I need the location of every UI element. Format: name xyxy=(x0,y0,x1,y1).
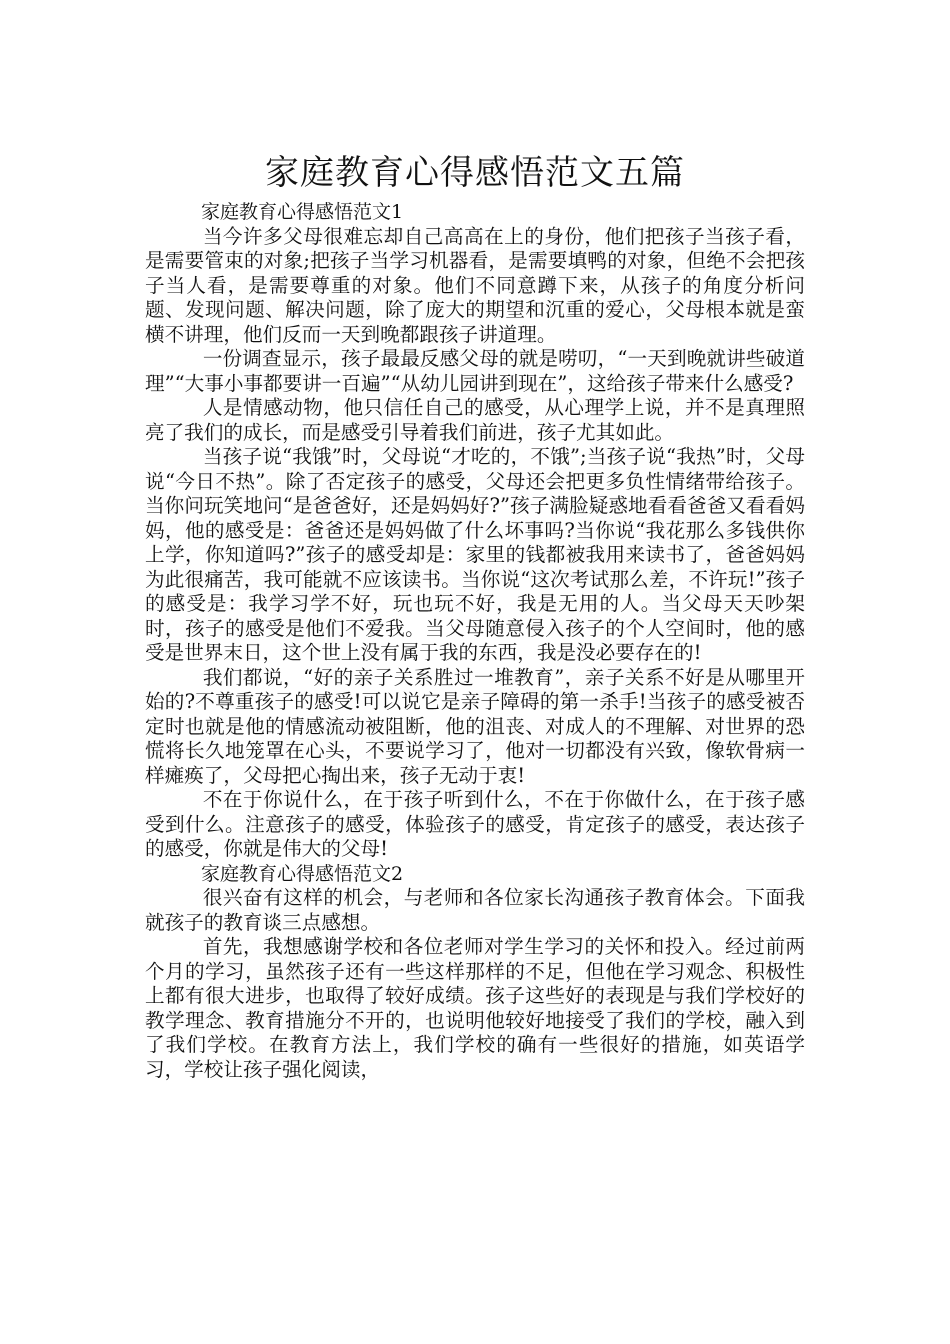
paragraph: 我们都说，“好的亲子关系胜过一堆教育”，亲子关系不好是从哪里开始的?不尊重孩子的感受!可以说它是亲子障碍的第一杀手!当孩子的感受被否定时也就是他的情感流动被阻断，他的沮丧、对成人的不理解、对世界的恐慌将长久地笼罩在心头，不要说学习了，他对一切都没有兴致，像软骨病一样瘫痪了，父母把心掏出来，孩子无动于衷! xyxy=(145,665,805,787)
section-heading-1: 家庭教育心得感悟范文1 xyxy=(201,201,404,223)
paragraph: 当孩子说“我饿”时，父母说“才吃的，不饿”;当孩子说“我热”时，父母说“今日不热”。除了否定孩子的感受，父母还会把更多负性情绪带给孩子。当你问玩笑地问“是爸爸好，还是妈妈好?”孩子满脸疑惑地看看爸爸又看看妈妈，他的感受是：爸爸还是妈妈做了什么坏事吗?当你说“我花那么多钱供你上学，你知道吗?”孩子的感受却是：家里的钱都被我用来读书了，爸爸妈妈为此很痛苦，我可能就不应该读书。当你说“这次考试那么差，不许玩!”孩子的感受是：我学习学不好，玩也玩不好，我是无用的人。当父母天天吵架时，孩子的感受是他们不爱我。当父母随意侵入孩子的个人空间时，他的感受是世界末日，这个世上没有属于我的东西，我是没必要存在的! xyxy=(145,445,805,664)
paragraph: 人是情感动物，他只信任自己的感受，从心理学上说，并不是真理照亮了我们的成长，而是感受引导着我们前进，孩子尤其如此。 xyxy=(145,396,805,444)
section-heading-2: 家庭教育心得感悟范文2 xyxy=(201,862,404,885)
paragraph: 一份调查显示，孩子最最反感父母的就是唠叨，“一天到晚就讲些破道理”“大事小事都要讲一百遍”“从幼儿园讲到现在”，这给孩子带来什么感受? xyxy=(145,347,805,395)
paragraph: 当今许多父母很难忘却自己高高在上的身份，他们把孩子当孩子看，是需要管束的对象;把孩子当学习机器看，是需要填鸭的对象，但绝不会把孩子当人看，是需要尊重的对象。他们不同意蹲下来，从孩子的角度分析问题、发现问题、解决问题，除了庞大的期望和沉重的爱心，父母根本就是蛮横不讲理，他们反而一天到晚都跟孩子讲道理。 xyxy=(145,224,805,346)
document-body xyxy=(145,200,805,1082)
paragraph: 很兴奋有这样的机会，与老师和各位家长沟通孩子教育体会。下面我就孩子的教育谈三点感想。 xyxy=(145,886,805,934)
document-title: 家庭教育心得感悟范文五篇 xyxy=(265,152,685,193)
paragraph: 首先，我想感谢学校和各位老师对学生学习的关怀和投入。经过前两个月的学习，虽然孩子还有一些这样那样的不足，但他在学习观念、积极性上都有很大进步，也取得了较好成绩。孩子这些好的表现是与我们学校好的教学理念、教育措施分不开的，也说明他较好地接受了我们的学校，融入到了我们学校。在教育方法上，我们学校的确有一些很好的措施，如英语学习，学校让孩子强化阅读， xyxy=(145,935,805,1081)
paragraph: 不在于你说什么，在于孩子听到什么，不在于你做什么，在于孩子感受到什么。注意孩子的感受，体验孩子的感受，肯定孩子的感受，表达孩子的感受，你就是伟大的父母! xyxy=(145,788,805,860)
